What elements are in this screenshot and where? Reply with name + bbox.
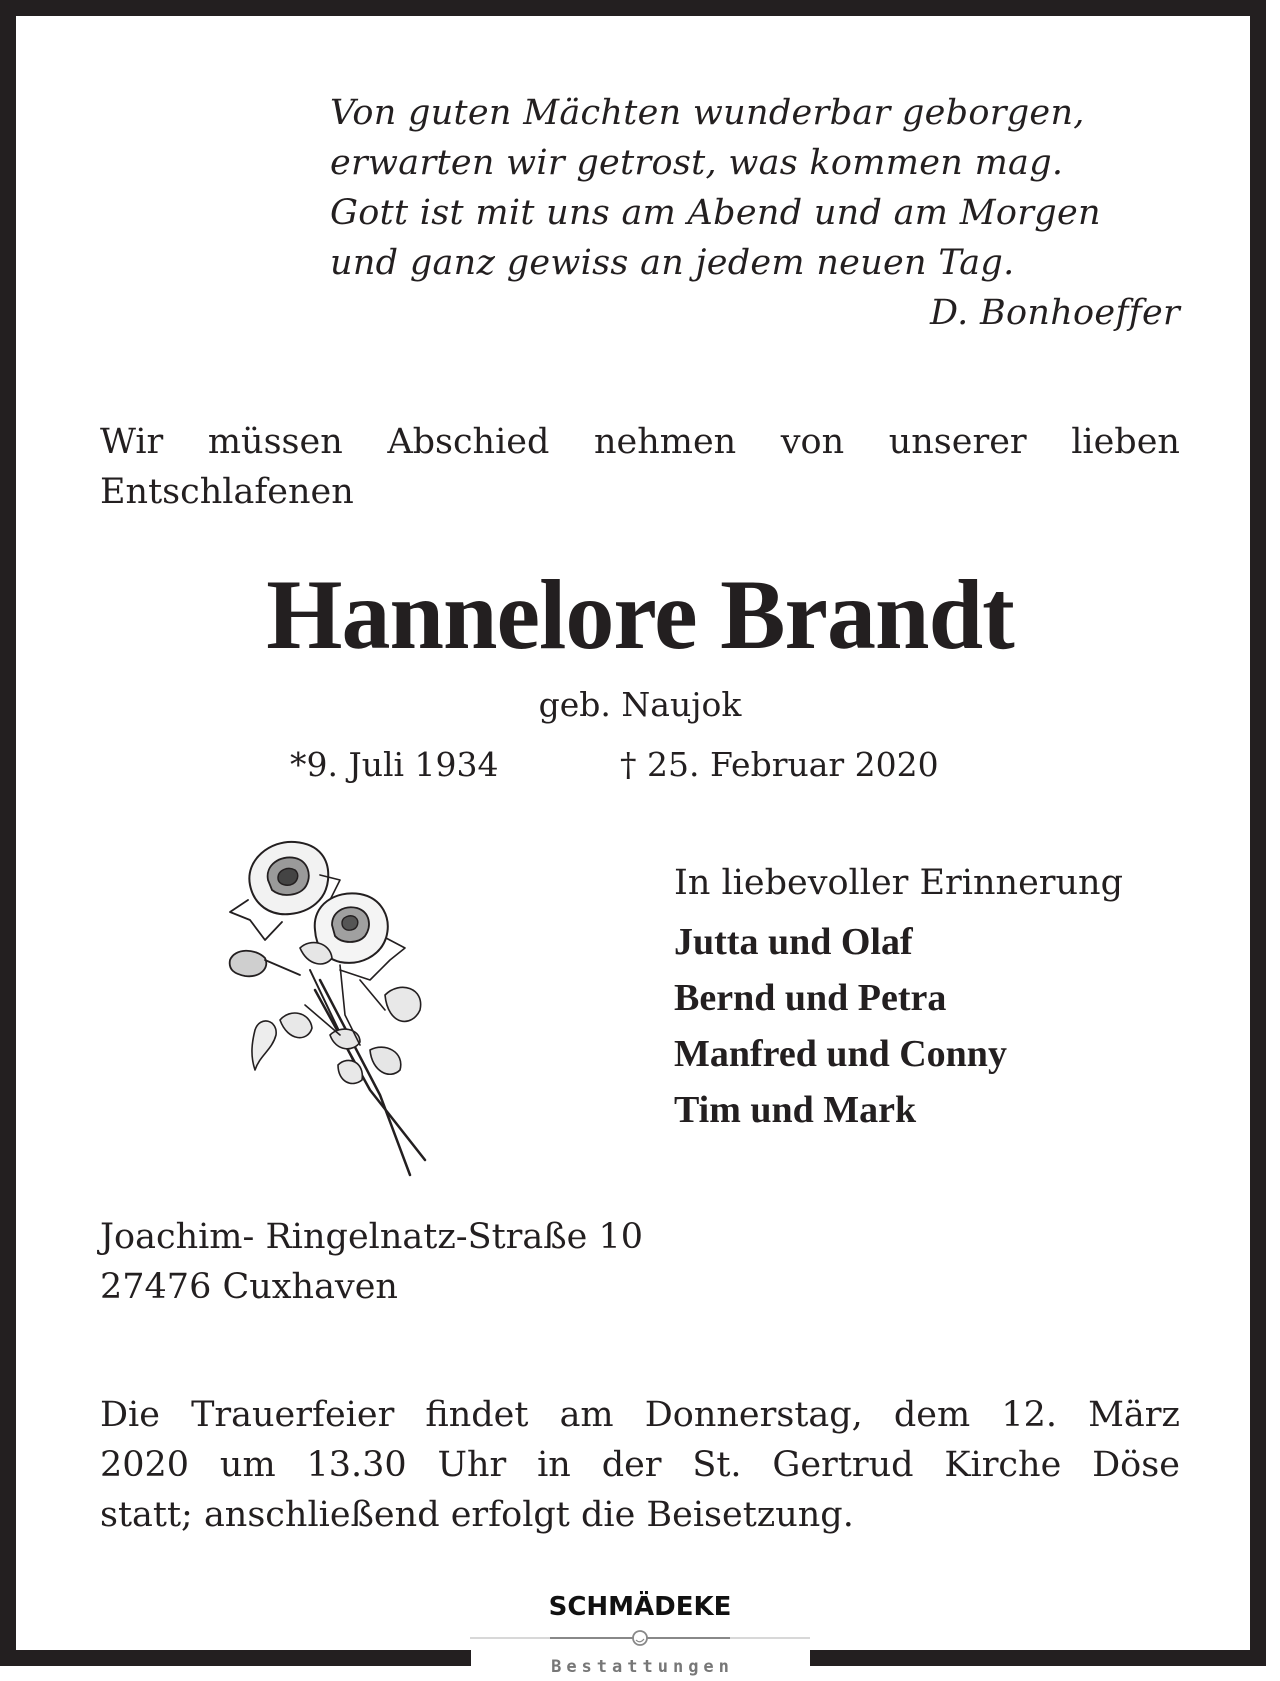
logo-subtitle: Bestattungen [551, 1657, 734, 1677]
service-word: findet [425, 1395, 529, 1435]
frame-top-border [0, 0, 1266, 16]
death-date: † 25. Februar 2020 [620, 745, 939, 784]
mourner-item: Tim und Mark [674, 1089, 917, 1131]
roses-icon [220, 830, 460, 1190]
service-word: am [559, 1395, 614, 1435]
service-line-1 [100, 1390, 1180, 1440]
service-word: Trauerfeier [191, 1395, 395, 1435]
address-block [100, 1212, 1180, 1312]
intro-word: Abschied [387, 422, 550, 462]
logo-name: SCHMÄDEKE [548, 1592, 732, 1622]
service-word: Die [100, 1395, 160, 1435]
service-word: Donnerstag, [644, 1395, 863, 1435]
service-line-3: statt; anschließend erfolgt die Beisetzung. [100, 1495, 854, 1535]
frame-bottom-border-left [0, 1650, 471, 1666]
deceased-name: Hannelore Brandt [266, 559, 1014, 670]
funeral-service-info [100, 1390, 1180, 1540]
service-word: 12. [1001, 1395, 1057, 1435]
intro-word: Wir [100, 422, 164, 462]
intro-word: unserer [888, 422, 1027, 462]
maiden-name: geb. Naujok [538, 685, 742, 724]
service-word: März [1088, 1395, 1180, 1435]
service-word: St. [692, 1445, 742, 1485]
intro-text [100, 417, 1180, 517]
service-word: der [601, 1445, 662, 1485]
bonhoeffer-quote [330, 88, 1180, 338]
quote-line: und ganz gewiss an jedem neuen Tag. [330, 243, 1015, 283]
intro-word: nehmen [593, 422, 737, 462]
address-city: 27476 Cuxhaven [100, 1267, 398, 1307]
service-word: 13.30 [306, 1445, 407, 1485]
mourners-list [674, 914, 1194, 1138]
frame-right-border [1250, 0, 1266, 1666]
memory-block [674, 858, 1194, 1138]
quote-line: Von guten Mächten wunderbar geborgen, [330, 93, 1085, 133]
service-word: um [219, 1445, 276, 1485]
intro-word: von [780, 422, 845, 462]
service-line-2 [100, 1440, 1180, 1490]
mourner-item: Manfred und Conny [674, 1033, 1007, 1075]
service-word: 2020 [100, 1445, 190, 1485]
intro-line-1 [100, 417, 1180, 467]
service-word: in [537, 1445, 571, 1485]
service-word: Kirche [944, 1445, 1062, 1485]
service-word: Döse [1092, 1445, 1180, 1485]
quote-author: D. Bonhoeffer [930, 293, 1180, 333]
service-word: Gertrud [772, 1445, 914, 1485]
quote-line: Gott ist mit uns am Abend und am Morgen [330, 193, 1101, 233]
frame-left-border [0, 0, 16, 1666]
mourner-item: Jutta und Olaf [674, 921, 913, 963]
logo-divider-icon [470, 1626, 810, 1650]
intro-word: lieben [1071, 422, 1180, 462]
frame-bottom-border-right [810, 1650, 1266, 1666]
intro-line-2: Entschlafenen [100, 472, 354, 512]
service-word: Uhr [437, 1445, 507, 1485]
address-street: Joachim- Ringelnatz-Straße 10 [100, 1217, 643, 1257]
birth-date: *9. Juli 1934 [290, 745, 499, 784]
quote-line: erwarten wir getrost, was kommen mag. [330, 143, 1064, 183]
mourner-item: Bernd und Petra [674, 977, 947, 1019]
service-word: dem [893, 1395, 971, 1435]
intro-word: müssen [207, 422, 343, 462]
funeral-home-logo [480, 1590, 800, 1681]
memory-heading: In liebevoller Erinnerung [674, 863, 1124, 903]
